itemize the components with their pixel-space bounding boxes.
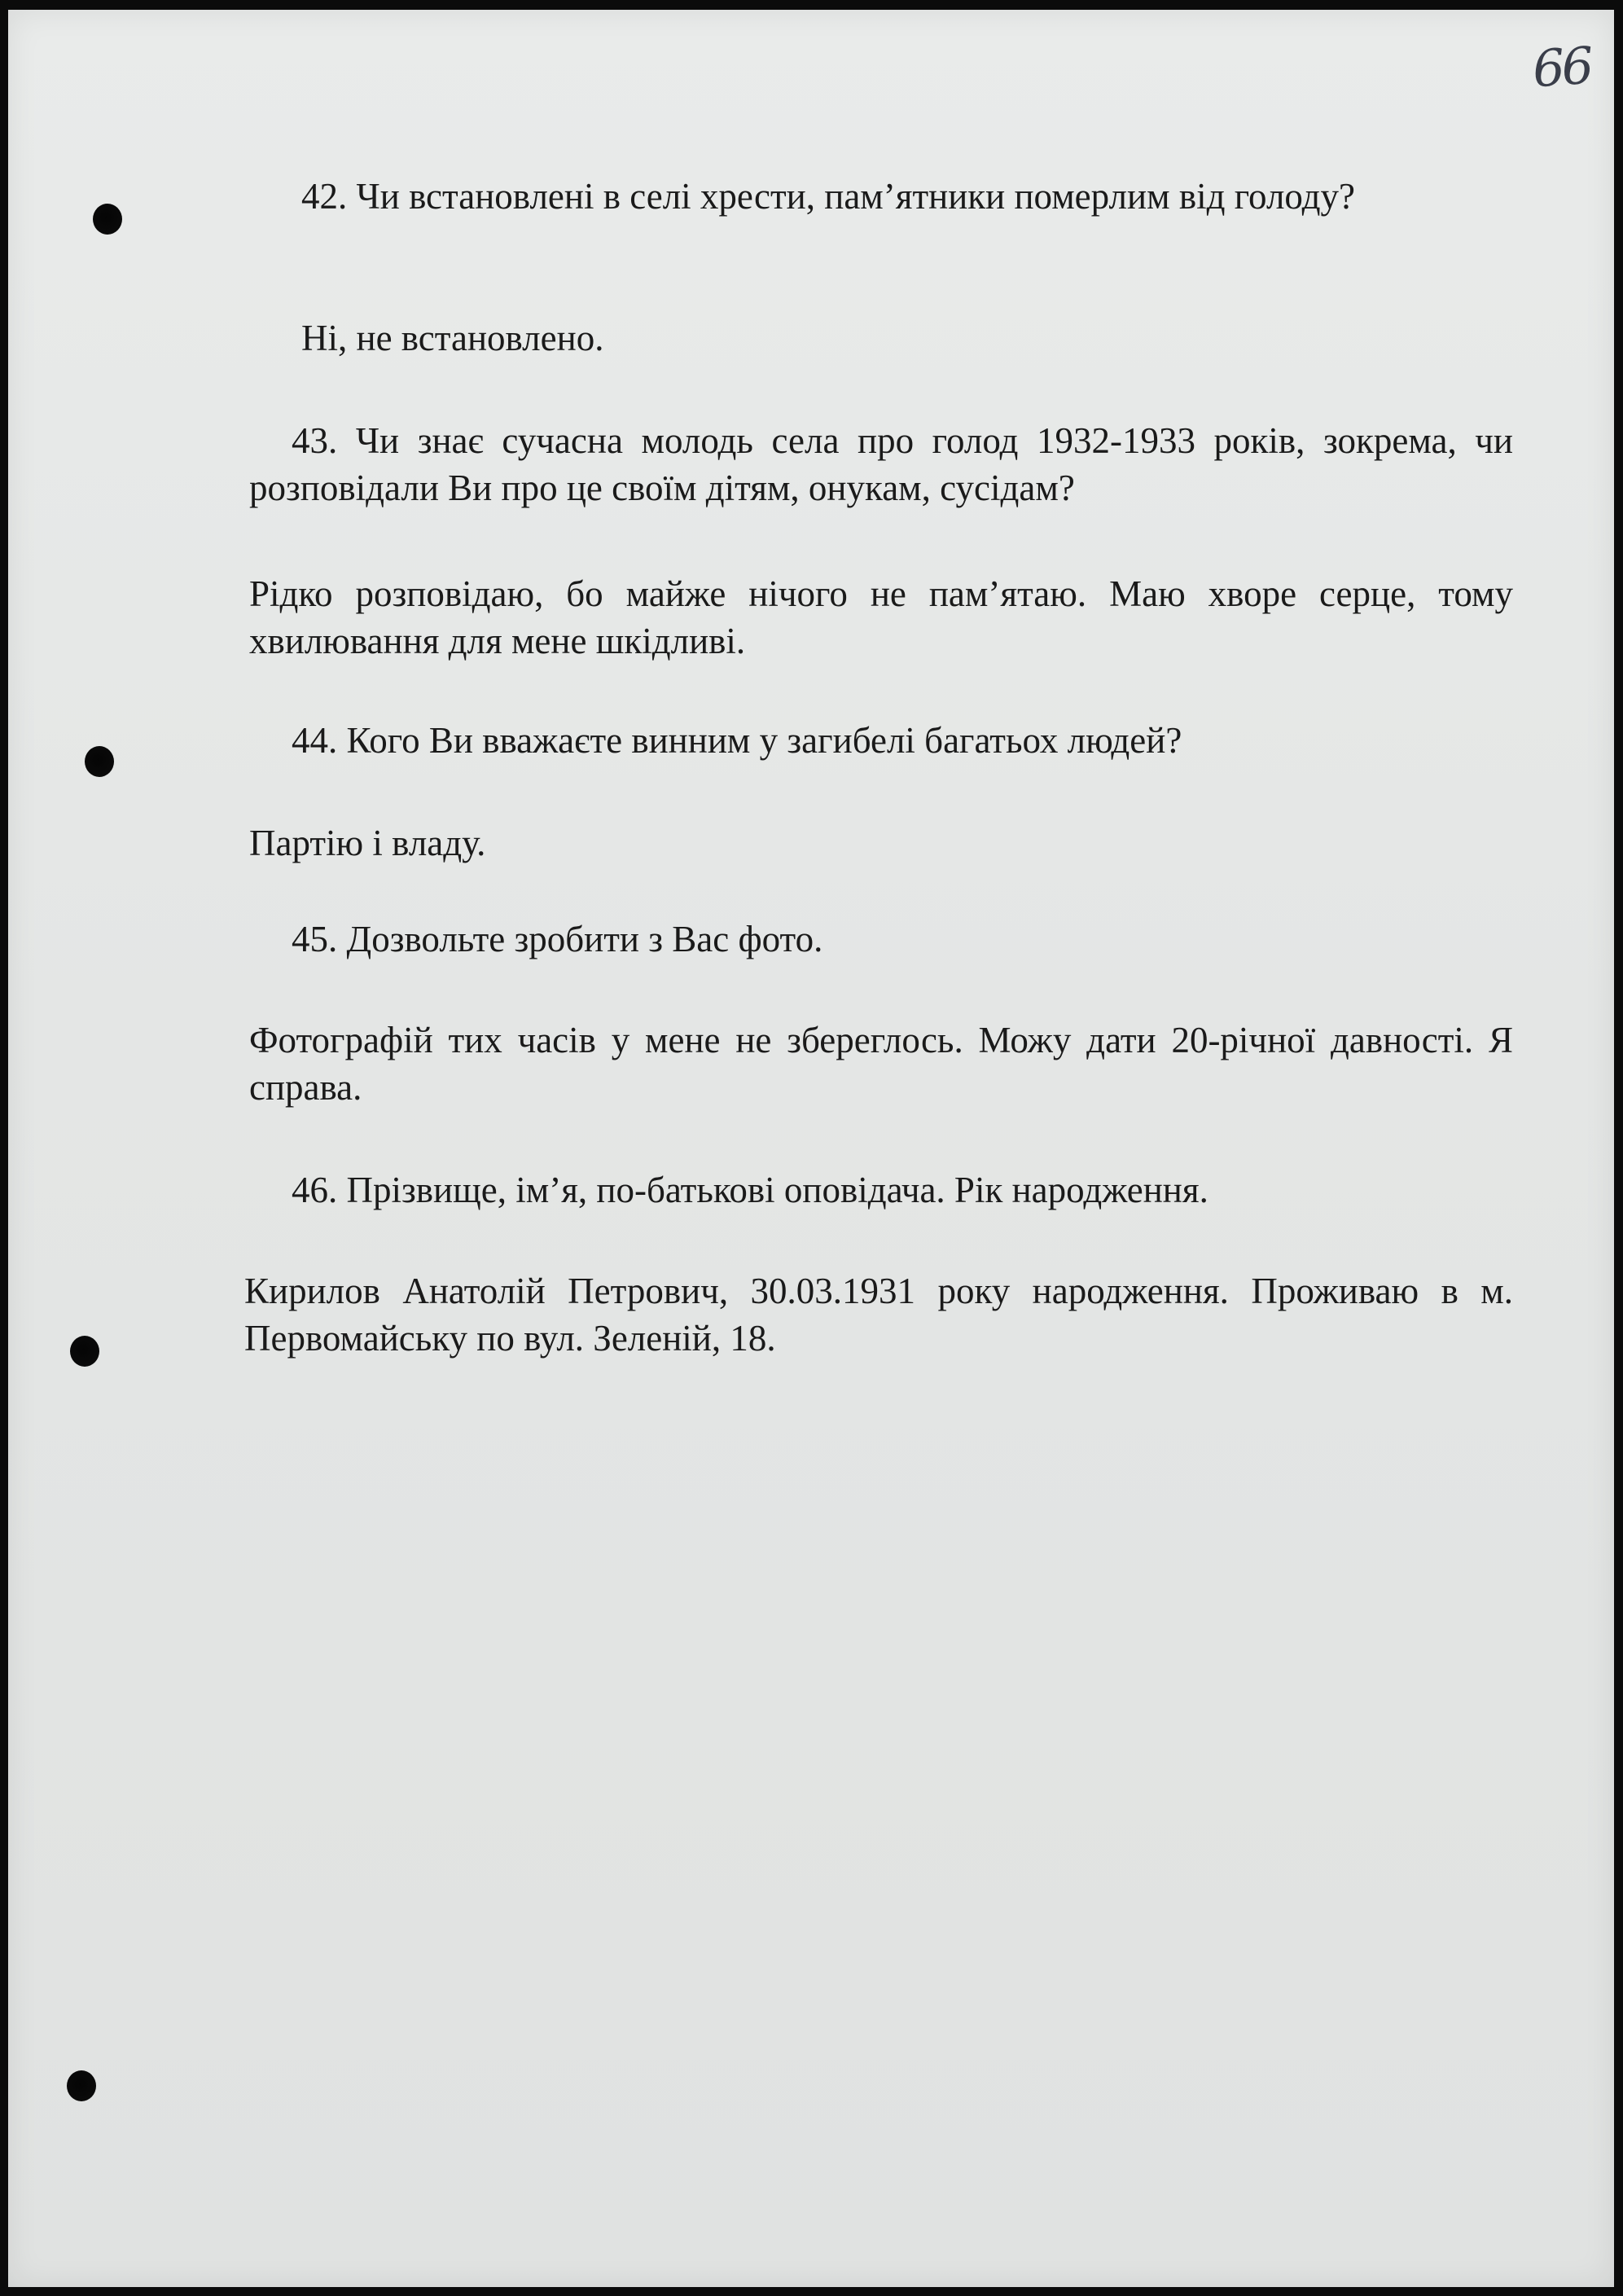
punch-hole: [70, 1336, 99, 1367]
answer-46: Кирилов Анатолій Петрович, 30.03.1931 року народження. Проживаю в м. Первомайську по вул. Зеленій, 18.: [244, 1271, 1513, 1359]
question-46: 46. Прізвище, ім’я, по-батькові оповідача. Рік народження.: [292, 1170, 1208, 1210]
question-42: 42. Чи встановлені в селі хрести, пам’ятники померлим від голоду?: [301, 176, 1355, 217]
question-45: 45. Дозвольте зробити з Вас фото.: [292, 919, 823, 959]
answer-42: Ні, не встановлено.: [301, 318, 604, 358]
answer-45: Фотографій тих часів у мене не збереглось. Можу дати 20-річної давності. Я справа.: [249, 1020, 1513, 1108]
question-44: 44. Кого Ви вважаєте винним у загибелі багатьох людей?: [292, 720, 1182, 761]
answer-43: Рідко розповідаю, бо майже нічого не пам’ятаю. Маю хворе серце, тому хвилювання для мене шкідливі.: [249, 573, 1513, 661]
page-number-handwritten: 66: [1530, 35, 1593, 99]
question-43: 43. Чи знає сучасна молодь села про голод 1932-1933 років, зокрема, чи розповідали Ви про це своїм дітям, онукам, сусідам?: [249, 420, 1513, 508]
answer-44: Партію і владу.: [249, 823, 486, 863]
punch-hole: [67, 2070, 96, 2101]
document-page: [8, 10, 1614, 2287]
punch-hole: [93, 204, 122, 235]
punch-hole: [85, 746, 114, 777]
